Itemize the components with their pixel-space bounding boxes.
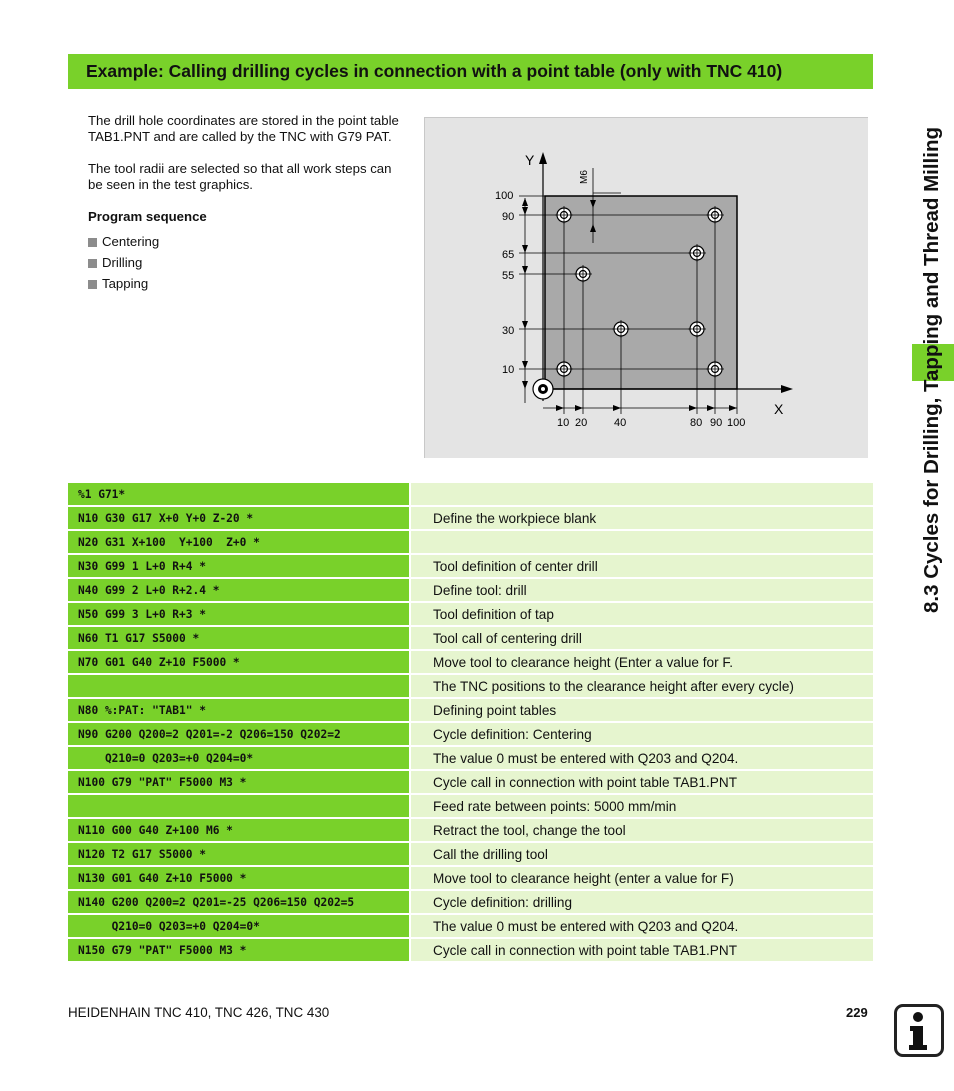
nc-code-cell: N120 T2 G17 S5000 * <box>68 843 409 867</box>
y-tick-label: 100 <box>495 190 514 202</box>
table-row <box>68 675 873 699</box>
workpiece-drawing <box>424 117 868 458</box>
footer-manual-title: HEIDENHAIN TNC 410, TNC 426, TNC 430 <box>68 1005 330 1020</box>
description-cell: Define the workpiece blank <box>409 507 873 531</box>
intro-paragraph-1: The drill hole coordinates are stored in the point table TAB1.PNT and are called by the TNC with G79 PAT. <box>88 113 399 144</box>
description-cell: Call the drilling tool <box>409 843 873 867</box>
description-cell <box>409 531 873 555</box>
list-item: Tapping <box>88 276 408 292</box>
nc-code-cell: N30 G99 1 L+0 R+4 * <box>68 555 409 579</box>
intro-text <box>88 113 408 297</box>
x-tick-label: 80 <box>690 417 703 429</box>
nc-code-cell: Q210=0 Q203=+0 Q204=0* <box>68 747 409 771</box>
x-tick-label: 100 <box>727 417 746 429</box>
description-cell: Cycle call in connection with point table TAB1.PNT <box>409 771 873 795</box>
program-sequence-list <box>88 234 408 292</box>
description-cell: Retract the tool, change the tool <box>409 819 873 843</box>
list-item: Centering <box>88 234 408 250</box>
square-bullet-icon <box>88 238 97 247</box>
table-row <box>68 555 873 579</box>
thread-label: M6 <box>579 170 590 184</box>
description-cell: Feed rate between points: 5000 mm/min <box>409 795 873 819</box>
description-cell: Move tool to clearance height (Enter a value for F. <box>409 651 873 675</box>
x-tick-label: 90 <box>710 417 723 429</box>
nc-code-cell: N10 G30 G17 X+0 Y+0 Z-20 * <box>68 507 409 531</box>
table-row <box>68 723 873 747</box>
table-row <box>68 699 873 723</box>
table-row <box>68 579 873 603</box>
table-row <box>68 939 873 963</box>
nc-code-cell: N110 G00 G40 Z+100 M6 * <box>68 819 409 843</box>
table-row <box>68 651 873 675</box>
table-row <box>68 771 873 795</box>
nc-code-cell: N130 G01 G40 Z+10 F5000 * <box>68 867 409 891</box>
nc-code-cell: N20 G31 X+100 Y+100 Z+0 * <box>68 531 409 555</box>
description-cell: Tool call of centering drill <box>409 627 873 651</box>
description-cell <box>409 483 873 507</box>
nc-code-cell: %1 G71* <box>68 483 409 507</box>
table-row <box>68 819 873 843</box>
nc-code-cell: Q210=0 Q203=+0 Q204=0* <box>68 915 409 939</box>
info-icon <box>894 1004 944 1057</box>
table-row <box>68 867 873 891</box>
description-cell: Defining point tables <box>409 699 873 723</box>
table-row <box>68 915 873 939</box>
nc-code-cell: N100 G79 "PAT" F5000 M3 * <box>68 771 409 795</box>
x-axis-label: X <box>774 401 784 417</box>
y-tick-label: 65 <box>502 249 515 261</box>
description-cell: The TNC positions to the clearance height after every cycle) <box>409 675 873 699</box>
nc-code-cell: N70 G01 G40 Z+10 F5000 * <box>68 651 409 675</box>
table-row <box>68 795 873 819</box>
table-row <box>68 483 873 507</box>
y-tick-label: 10 <box>502 364 515 376</box>
table-row <box>68 627 873 651</box>
description-cell: Cycle definition: drilling <box>409 891 873 915</box>
square-bullet-icon <box>88 280 97 289</box>
nc-code-cell: N50 G99 3 L+0 R+3 * <box>68 603 409 627</box>
table-row <box>68 507 873 531</box>
description-cell: The value 0 must be entered with Q203 and Q204. <box>409 915 873 939</box>
program-table <box>68 483 873 963</box>
nc-code-cell: N40 G99 2 L+0 R+2.4 * <box>68 579 409 603</box>
workpiece-plate <box>545 196 737 389</box>
nc-code-cell: N140 G200 Q200=2 Q201=-25 Q206=150 Q202=5 <box>68 891 409 915</box>
y-tick-label: 55 <box>502 270 515 282</box>
chapter-side-tab: 8.3 Cycles for Drilling, Tapping and Thread Milling <box>920 127 943 613</box>
description-cell: Cycle call in connection with point table TAB1.PNT <box>409 939 873 963</box>
list-item: Drilling <box>88 255 408 271</box>
description-cell: Tool definition of tap <box>409 603 873 627</box>
nc-code-cell <box>68 795 409 819</box>
section-title-bar <box>68 54 873 89</box>
x-tick-label: 40 <box>614 417 627 429</box>
y-axis-label: Y <box>525 152 535 168</box>
x-tick-label: 20 <box>575 417 588 429</box>
table-row <box>68 843 873 867</box>
section-title: Example: Calling drilling cycles in connection with a point table (only with TNC 410) <box>86 61 783 81</box>
nc-code-cell: N150 G79 "PAT" F5000 M3 * <box>68 939 409 963</box>
x-tick-label: 10 <box>557 417 570 429</box>
page-number: 229 <box>846 1005 868 1020</box>
program-sequence-title: Program sequence <box>88 209 207 224</box>
nc-code-cell: N60 T1 G17 S5000 * <box>68 627 409 651</box>
description-cell: Cycle definition: Centering <box>409 723 873 747</box>
table-row <box>68 603 873 627</box>
datum-origin-icon <box>533 379 553 399</box>
y-tick-label: 90 <box>502 211 515 223</box>
square-bullet-icon <box>88 259 97 268</box>
intro-paragraph-2: The tool radii are selected so that all work steps can be seen in the test graphics. <box>88 161 392 192</box>
description-cell: Move tool to clearance height (enter a value for F) <box>409 867 873 891</box>
table-row <box>68 891 873 915</box>
description-cell: Tool definition of center drill <box>409 555 873 579</box>
table-row <box>68 531 873 555</box>
table-row <box>68 747 873 771</box>
y-tick-label: 30 <box>502 325 515 337</box>
description-cell: The value 0 must be entered with Q203 and Q204. <box>409 747 873 771</box>
nc-code-cell: N90 G200 Q200=2 Q201=-2 Q206=150 Q202=2 <box>68 723 409 747</box>
description-cell: Define tool: drill <box>409 579 873 603</box>
nc-code-cell: N80 %:PAT: "TAB1" * <box>68 699 409 723</box>
nc-code-cell <box>68 675 409 699</box>
